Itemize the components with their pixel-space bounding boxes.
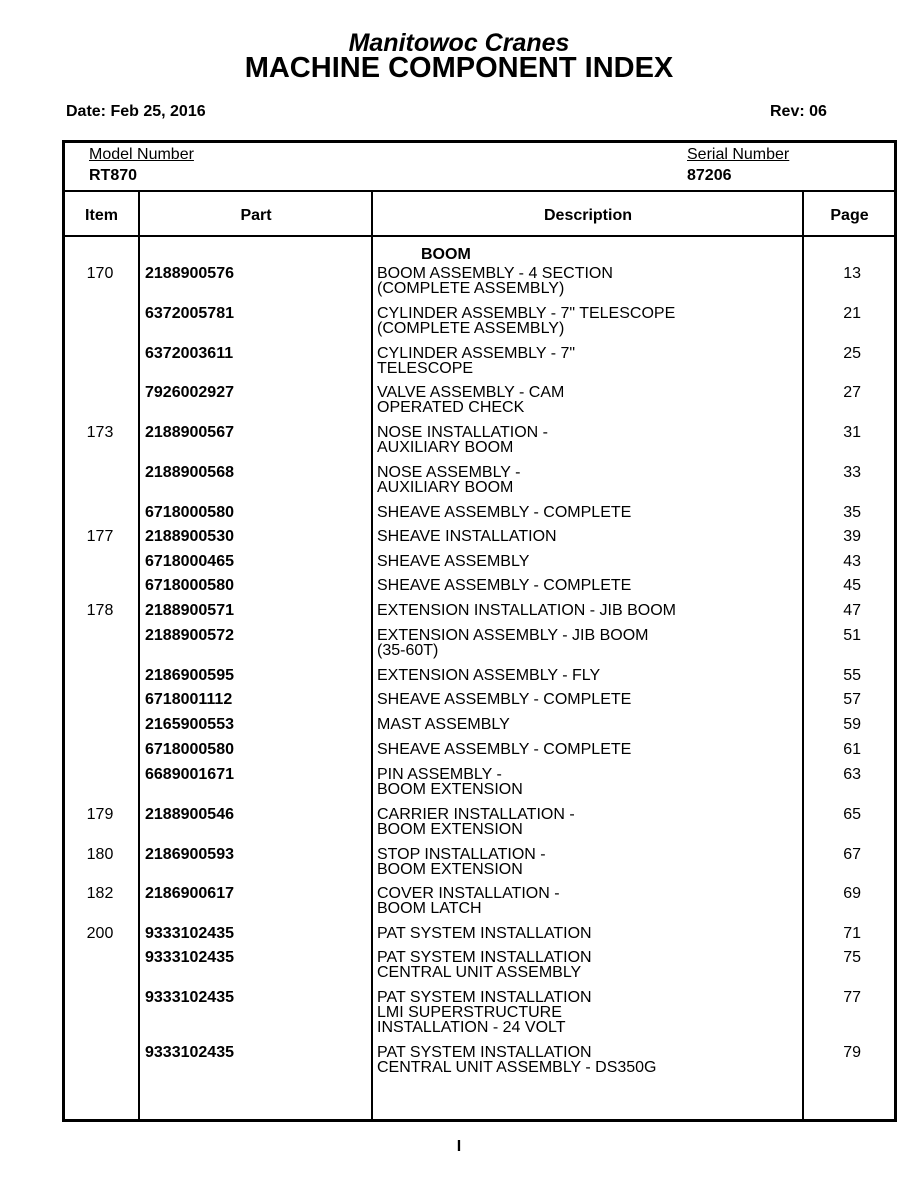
header-divider xyxy=(65,235,894,237)
page-number: I xyxy=(456,1138,462,1155)
row-page-number: 31 xyxy=(843,424,861,441)
row-item-number: 200 xyxy=(86,925,114,942)
row-page-number: 59 xyxy=(843,716,861,733)
row-part-number: 2188900567 xyxy=(145,424,234,441)
row-part-number: 2188900576 xyxy=(145,265,234,282)
row-page-number: 65 xyxy=(843,806,861,823)
row-description: SHEAVE ASSEMBLY - COMPLETE xyxy=(377,691,632,708)
row-part-number: 9333102435 xyxy=(145,949,234,966)
column-divider xyxy=(371,192,373,1119)
row-description: CYLINDER ASSEMBLY - 7" TELESCOPE xyxy=(377,345,576,377)
row-page-number: 63 xyxy=(843,766,861,783)
row-description: CARRIER INSTALLATION - BOOM EXTENSION xyxy=(377,806,575,838)
row-item-number: 178 xyxy=(86,602,114,619)
row-part-number: 6372005781 xyxy=(145,305,234,322)
document-revision: Rev: 06 xyxy=(770,103,827,120)
row-part-number: 2186900617 xyxy=(145,885,234,902)
row-description: SHEAVE ASSEMBLY - COMPLETE xyxy=(377,504,632,521)
row-item-number: 173 xyxy=(86,424,114,441)
row-part-number: 7926002927 xyxy=(145,384,234,401)
row-page-number: 61 xyxy=(843,741,861,758)
row-part-number: 2186900593 xyxy=(145,846,234,863)
row-page-number: 39 xyxy=(843,528,861,545)
document-title: MACHINE COMPONENT INDEX xyxy=(244,52,674,84)
row-part-number: 2188900530 xyxy=(145,528,234,545)
row-page-number: 27 xyxy=(843,384,861,401)
section-heading: BOOM xyxy=(421,246,471,263)
row-page-number: 47 xyxy=(843,602,861,619)
model-number-label: Model Number xyxy=(89,146,194,163)
serial-number-label: Serial Number xyxy=(687,146,790,163)
row-part-number: 2188900546 xyxy=(145,806,234,823)
row-part-number: 6718000580 xyxy=(145,741,234,758)
row-part-number: 6718001112 xyxy=(145,691,233,708)
row-part-number: 2165900553 xyxy=(145,716,234,733)
row-part-number: 9333102435 xyxy=(145,1044,234,1061)
row-description: CYLINDER ASSEMBLY - 7" TELESCOPE (COMPLETE ASSEMBLY) xyxy=(377,305,676,337)
row-page-number: 57 xyxy=(843,691,861,708)
row-description: BOOM ASSEMBLY - 4 SECTION (COMPLETE ASSEMBLY) xyxy=(377,265,613,297)
row-part-number: 9333102435 xyxy=(145,989,234,1006)
row-item-number: 182 xyxy=(86,885,114,902)
row-description: COVER INSTALLATION - BOOM LATCH xyxy=(377,885,560,917)
row-page-number: 45 xyxy=(843,577,861,594)
row-page-number: 67 xyxy=(843,846,861,863)
serial-number-value: 87206 xyxy=(687,167,732,184)
row-description: PAT SYSTEM INSTALLATION CENTRAL UNIT ASSEMBLY - DS350G xyxy=(377,1044,657,1076)
brand-name: Manitowoc Cranes xyxy=(348,29,570,57)
row-description: SHEAVE ASSEMBLY - COMPLETE xyxy=(377,577,632,594)
row-page-number: 25 xyxy=(843,345,861,362)
row-description: SHEAVE INSTALLATION xyxy=(377,528,557,545)
row-page-number: 33 xyxy=(843,464,861,481)
row-description: EXTENSION ASSEMBLY - FLY xyxy=(377,667,601,684)
row-description: PAT SYSTEM INSTALLATION CENTRAL UNIT ASSEMBLY xyxy=(377,949,592,981)
row-description: NOSE INSTALLATION - AUXILIARY BOOM xyxy=(377,424,548,456)
row-page-number: 69 xyxy=(843,885,861,902)
row-page-number: 55 xyxy=(843,667,861,684)
row-item-number: 179 xyxy=(86,806,114,823)
model-number-value: RT870 xyxy=(89,167,138,184)
row-part-number: 6718000580 xyxy=(145,504,234,521)
row-item-number: 180 xyxy=(86,846,114,863)
component-index-table xyxy=(62,140,897,1122)
row-description: PIN ASSEMBLY - BOOM EXTENSION xyxy=(377,766,523,798)
row-description: PAT SYSTEM INSTALLATION LMI SUPERSTRUCTURE INSTALLATION - 24 VOLT xyxy=(377,989,592,1036)
row-part-number: 2188900571 xyxy=(145,602,234,619)
row-description: SHEAVE ASSEMBLY xyxy=(377,553,530,570)
column-header-page: Page xyxy=(830,207,869,224)
row-description: EXTENSION INSTALLATION - JIB BOOM xyxy=(377,602,677,619)
row-page-number: 79 xyxy=(843,1044,861,1061)
row-description: PAT SYSTEM INSTALLATION xyxy=(377,925,592,942)
row-description: EXTENSION ASSEMBLY - JIB BOOM (35-60T) xyxy=(377,627,649,659)
row-page-number: 75 xyxy=(843,949,861,966)
row-description: STOP INSTALLATION - BOOM EXTENSION xyxy=(377,846,546,878)
column-header-part: Part xyxy=(240,207,272,224)
column-divider xyxy=(802,192,804,1119)
machine-info-box xyxy=(65,143,894,192)
row-part-number: 2186900595 xyxy=(145,667,234,684)
row-page-number: 51 xyxy=(843,627,861,644)
column-header-description: Description xyxy=(543,207,632,224)
row-description: MAST ASSEMBLY xyxy=(377,716,510,733)
row-page-number: 77 xyxy=(843,989,861,1006)
row-description: SHEAVE ASSEMBLY - COMPLETE xyxy=(377,741,632,758)
row-part-number: 6718000465 xyxy=(145,553,234,570)
row-part-number: 2188900568 xyxy=(145,464,234,481)
row-page-number: 21 xyxy=(843,305,861,322)
row-part-number: 6372003611 xyxy=(145,345,234,362)
row-page-number: 13 xyxy=(843,265,861,282)
row-part-number: 6718000580 xyxy=(145,577,234,594)
row-part-number: 9333102435 xyxy=(145,925,234,942)
column-header-item: Item xyxy=(85,207,118,224)
row-description: VALVE ASSEMBLY - CAM OPERATED CHECK xyxy=(377,384,565,416)
row-item-number: 177 xyxy=(86,528,114,545)
row-page-number: 43 xyxy=(843,553,861,570)
row-part-number: 6689001671 xyxy=(145,766,234,783)
row-item-number: 170 xyxy=(86,265,114,282)
row-page-number: 35 xyxy=(843,504,861,521)
row-description: NOSE ASSEMBLY - AUXILIARY BOOM xyxy=(377,464,521,496)
row-part-number: 2188900572 xyxy=(145,627,234,644)
document-date: Date: Feb 25, 2016 xyxy=(66,103,206,120)
row-page-number: 71 xyxy=(843,925,861,942)
column-divider xyxy=(138,192,140,1119)
